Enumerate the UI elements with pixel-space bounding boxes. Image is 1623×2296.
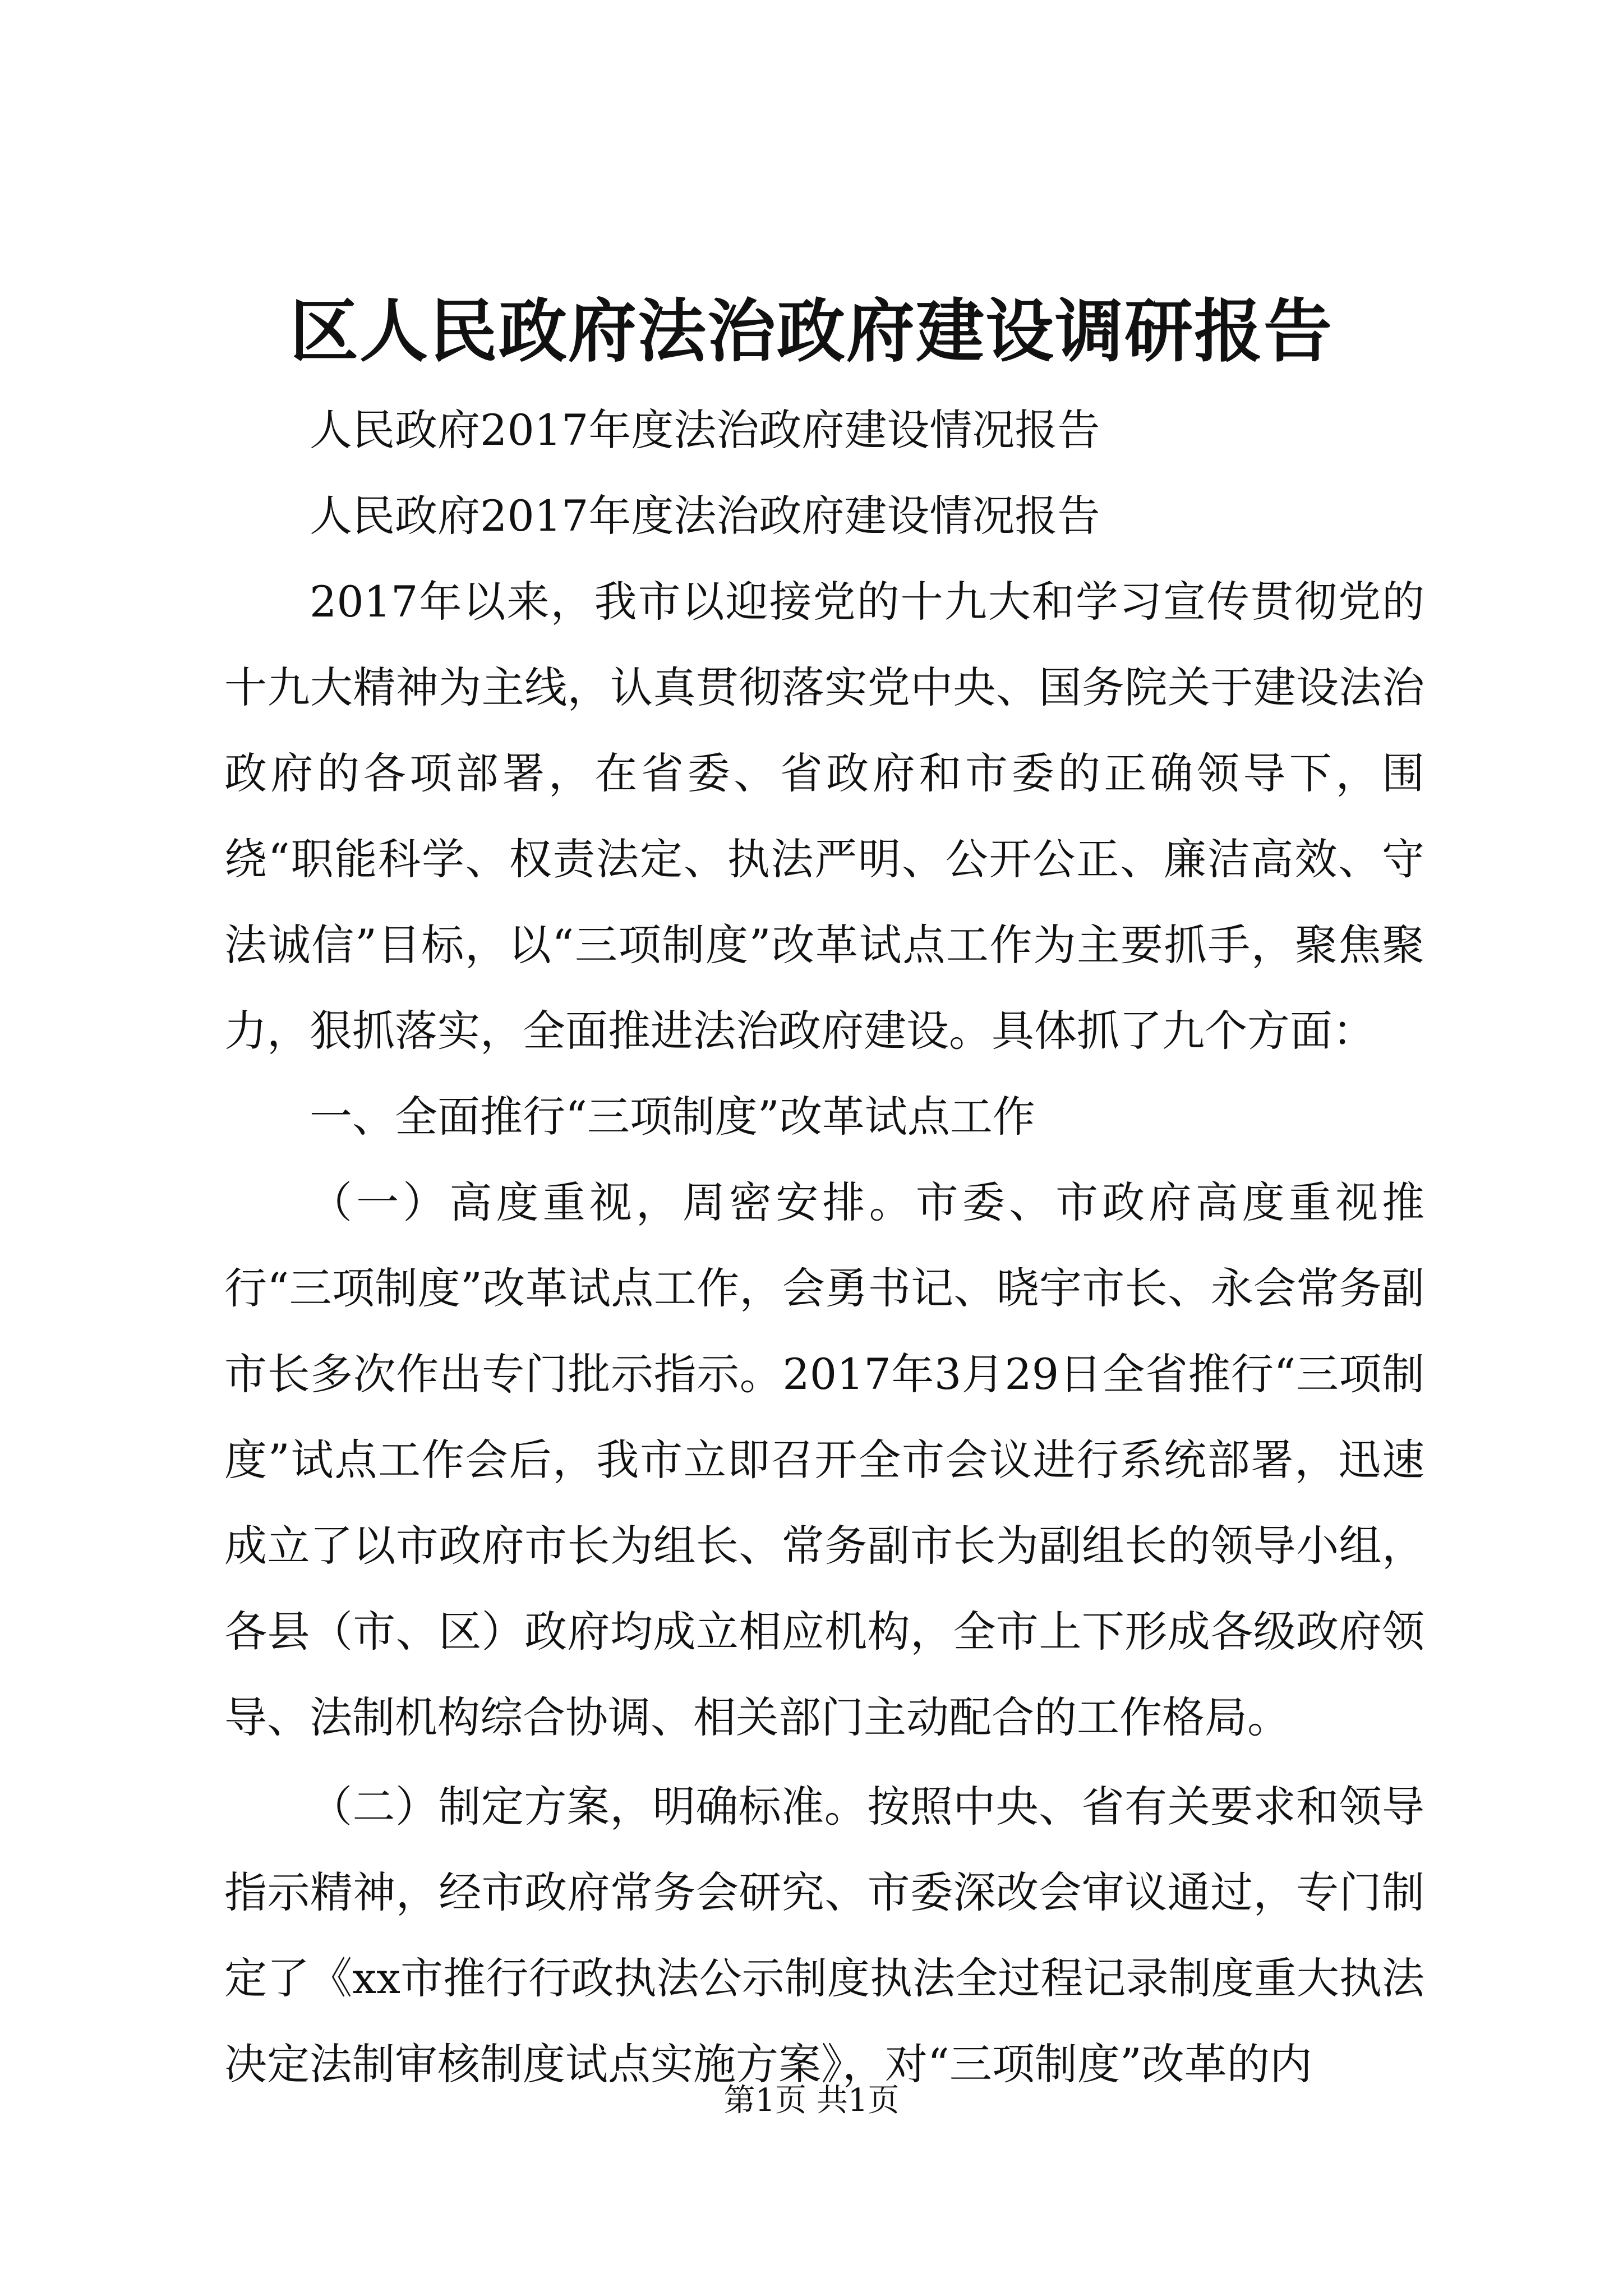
document-title: 区人民政府法治政府建设调研报告 [290,291,1333,371]
paragraph-item-1: （一）高度重视，周密安排。市委、市政府高度重视推行“三项制度”改革试点工作，会勇书记、晓宇市长、永会常务副市长多次作出专门批示指示。2017年3月29日全省推行“三项制度”试点工作会后，我市立即召开全市会议进行系统部署，迅速成立了以市政府市长为组长、常务副市长为副组长的领导小组，各县（市、区）政府均成立相应机构，全市上下形成各级政府领导、法制机构综合协调、相关部门主动配合的工作格局。 [224,1177,1424,1742]
intro-paragraph: 2017年以来，我市以迎接党的十九大和学习宣传贯彻党的十九大精神为主线，认真贯彻落实党中央、国务院关于建设法治政府的各项部署，在省委、省政府和市委的正确领导下，围绕“职能科学、权责法定、执法严明、公开公正、廉洁高效、守法诚信”目标，以“三项制度”改革试点工作为主要抓手，聚焦聚力，狠抓落实，全面推进法治政府建设。具体抓了九个方面： [224,577,1424,1056]
subtitle-line-2: 人民政府2017年度法治政府建设情况报告 [310,491,1100,541]
document-body [224,387,1424,2107]
section-heading-1: 一、全面推行“三项制度”改革试点工作 [310,1092,1035,1142]
page-footer: 第1页 共1页 [723,2082,900,2119]
subtitle-line-1: 人民政府2017年度法治政府建设情况报告 [310,405,1100,455]
paragraph-item-2: （二）制定方案，明确标准。按照中央、省有关要求和领导指示精神，经市政府常务会研究、市委深改会审议通过，专门制定了《xx市推行行政执法公示制度执法全过程记录制度重大执法决定法制审核制度试点实施方案》，对“三项制度”改革的内 [224,1782,1424,2089]
